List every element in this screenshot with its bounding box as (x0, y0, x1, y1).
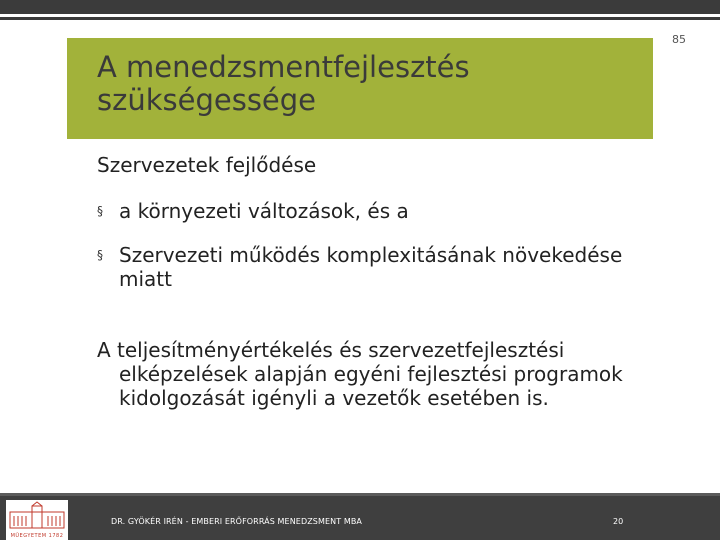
university-logo (6, 500, 68, 540)
bullet-item (97, 243, 639, 291)
bullet-text: a környezeti változások, és a (119, 199, 409, 223)
top-bar (0, 0, 720, 14)
slide-number: 85 (672, 33, 686, 46)
footer-page-number: 20 (613, 517, 624, 526)
bullet-item (97, 199, 639, 223)
title-box (67, 38, 653, 139)
footer-accent-line (0, 493, 720, 496)
bullet-text: Szervezeti működés komplexitásának növekedése miatt (119, 243, 623, 291)
top-bar-line (0, 17, 720, 20)
slide-title: A menedzsmentfejlesztés szükségessége (97, 50, 470, 117)
logo-text: MŰEGYETEM 1782 (10, 533, 64, 539)
bullet-marker-icon: § (97, 204, 103, 218)
body-paragraph: A teljesítményértékelés és szervezetfejlesztési elképzelések alapján egyéni fejlesztési programok kidolgozását igényli a vezetők esetében is. (97, 338, 623, 410)
footer-author-course: DR. GYÖKÉR IRÉN - EMBERI ERŐFORRÁS MENEDZSMENT MBA (111, 517, 363, 526)
slide-heading: Szervezetek fejlődése (97, 153, 317, 177)
bullet-marker-icon: § (97, 248, 103, 262)
